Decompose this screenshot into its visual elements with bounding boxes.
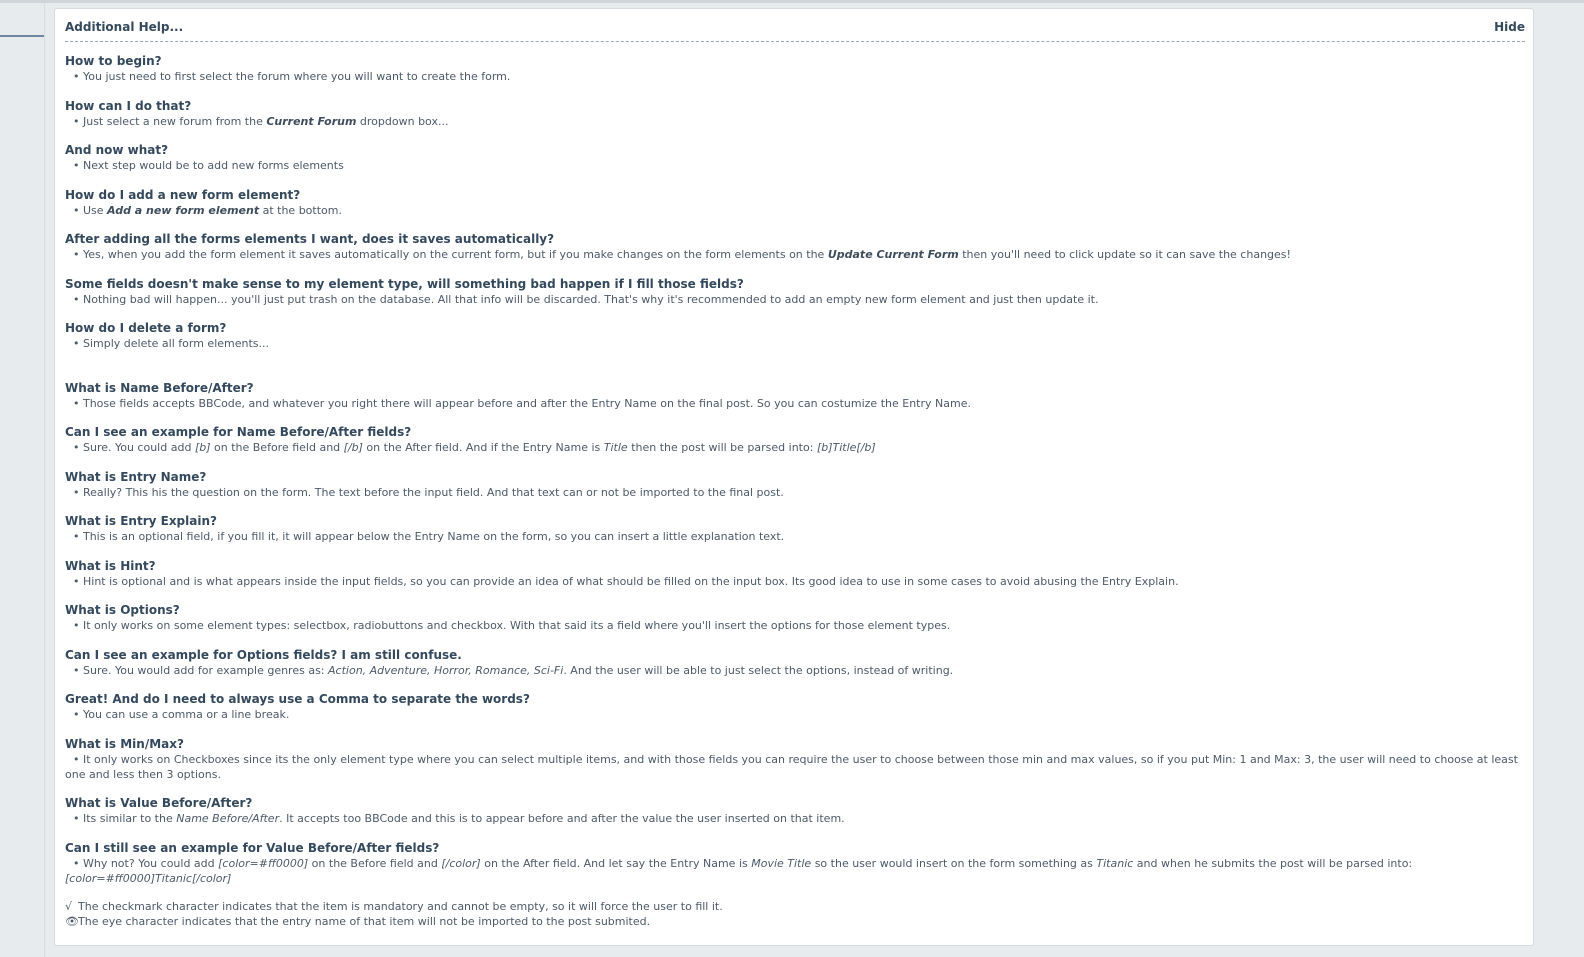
faq-answer: • Sure. You would add for example genres as: Action, Adventure, Horror, Romance, Sci-Fi. And the user will be able to just select the options, instead of writing.: [73, 664, 954, 677]
faq-item: [65, 514, 1527, 544]
faq-item: [65, 381, 1527, 411]
faq-answer: • Next step would be to add new forms elements: [73, 159, 344, 172]
faq-item: [65, 99, 1527, 129]
panel-title: Additional Help...: [65, 20, 184, 34]
legend-not-imported: 👁The eye character indicates that the entry name of that item will not be imported to the post submited.: [65, 915, 651, 928]
help-panel: [54, 8, 1534, 946]
hide-button[interactable]: Hide: [1494, 20, 1525, 34]
faq-item: [65, 603, 1527, 633]
top-strip: [0, 0, 1584, 3]
faq-question: Some fields doesn't make sense to my element type, will something bad happen if I fill those fields?: [65, 277, 744, 291]
faq-question: What is Entry Name?: [65, 470, 207, 484]
faq-question: Great! And do I need to always use a Comma to separate the words?: [65, 692, 530, 706]
faq-item: [65, 277, 1527, 307]
faq-question: How do I delete a form?: [65, 321, 227, 335]
faq-question: Can I still see an example for Value Before/After fields?: [65, 841, 440, 855]
faq-answer: • Sure. You could add [b] on the Before field and [/b] on the After field. And if the Entry Name is Title then the post will be parsed into: [b]Title[/b]: [73, 441, 876, 454]
faq-question: Can I see an example for Options fields? I am still confuse.: [65, 648, 462, 662]
panel-header: [65, 18, 1525, 42]
faq-question: How to begin?: [65, 54, 162, 68]
faq-question: What is Value Before/After?: [65, 796, 253, 810]
legend-mandatory: √ The checkmark character indicates that the item is mandatory and cannot be empty, so it will force the user to fill it.: [65, 900, 723, 913]
faq-item: [65, 841, 1527, 886]
faq-question: What is Hint?: [65, 559, 156, 573]
faq-answer: • Use Add a new form element at the bottom.: [73, 204, 342, 217]
faq-question: After adding all the forms elements I want, does it saves automatically?: [65, 232, 555, 246]
faq-item: [65, 737, 1527, 782]
faq-answer: • It only works on Checkboxes since its the only element type where you can select multiple items, and with those fields you can require the user to choose between those min and max values, so if you put Min: 1 and Max: 3, the user will need to choose at least one and less then 3 options.: [65, 753, 1518, 781]
faq-item: [65, 321, 1527, 351]
faq-answer: • Nothing bad will happen... you'll just put trash on the database. All that info will be discarded. That's why it's recommended to add an empty new form element and just then update it.: [73, 293, 1099, 306]
faq-question: What is Entry Explain?: [65, 514, 217, 528]
eye-icon: 👁: [65, 915, 79, 928]
faq-answer: • Its similar to the Name Before/After. It accepts too BBCode and this is to appear before and after the value the user inserted on that item.: [73, 812, 845, 825]
faq-answer: • Why not? You could add [color=#ff0000] on the Before field and [/color] on the After field. And let say the Entry Name is Movie Title so the user would insert on the form something as Titanic and when he submits the post will be parsed into: [color=#ff0000]Titanic[/color]: [65, 857, 1413, 885]
faq-item: [65, 470, 1527, 500]
faq-question: Can I see an example for Name Before/After fields?: [65, 425, 412, 439]
checkmark-icon: √: [65, 900, 73, 913]
faq-answer: • Yes, when you add the form element it saves automatically on the current form, but if you make changes on the form elements on the Update Current Form then you'll need to click update so it can save the changes!: [73, 248, 1291, 261]
faq-answer: • This is an optional field, if you fill it, it will appear below the Entry Name on the form, so you can insert a little explanation text.: [73, 530, 785, 543]
faq-item: [65, 188, 1527, 218]
left-edge: [44, 3, 45, 957]
faq-answer: • You can use a comma or a line break.: [73, 708, 290, 721]
faq-answer: • Really? This his the question on the form. The text before the input field. And that text can or not be imported to the final post.: [73, 486, 784, 499]
faq-answer: • You just need to first select the forum where you will want to create the form.: [73, 70, 511, 83]
faq-answer: • It only works on some element types: selectbox, radiobuttons and checkbox. With that said its a field where you'll insert the options for those element types.: [73, 619, 951, 632]
faq-answer: • Simply delete all form elements...: [73, 337, 270, 350]
faq-item: [65, 796, 1527, 826]
faq-item: [65, 425, 1527, 455]
faq-answer: • Hint is optional and is what appears inside the input fields, so you can provide an idea of what should be filled on the input box. Its good idea to use in some cases to avoid abusing the Entry Explain.: [73, 575, 1179, 588]
faq-answer: • Just select a new forum from the Current Forum dropdown box...: [73, 115, 449, 128]
faq-question: What is Name Before/After?: [65, 381, 254, 395]
faq-answer: • Those fields accepts BBCode, and whatever you right there will appear before and after the Entry Name on the final post. So you can costumize the Entry Name.: [73, 397, 971, 410]
faq-item: [65, 692, 1527, 722]
faq-question: And now what?: [65, 143, 169, 157]
faq-question: How do I add a new form element?: [65, 188, 301, 202]
faq-item: [65, 232, 1527, 262]
faq-item: [65, 648, 1527, 678]
faq-question: How can I do that?: [65, 99, 192, 113]
legend: [65, 899, 1525, 929]
left-tab-indicator: [0, 35, 44, 37]
faq-question: What is Options?: [65, 603, 180, 617]
faq-item: [65, 559, 1527, 589]
faq-item: [65, 54, 1527, 84]
faq-question: What is Min/Max?: [65, 737, 184, 751]
faq-item: [65, 143, 1527, 173]
